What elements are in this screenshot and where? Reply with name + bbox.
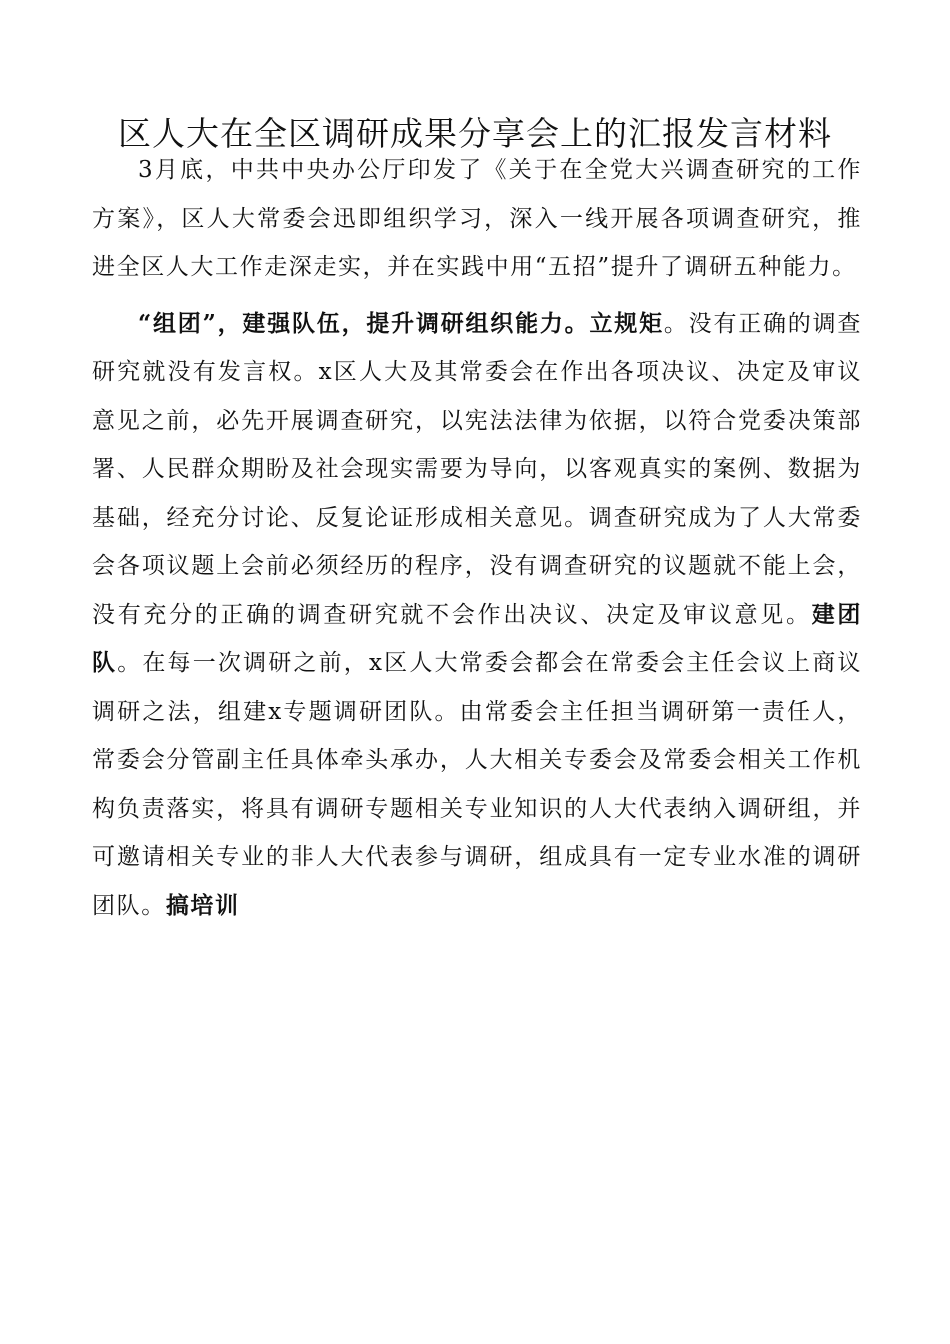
rules-text: 。没有正确的调查研究就没有发言权。x区人大及其常委会在作出各项决议、决定及审议意见之前，必先开展调查研究，以宪法法律为依据，以符合党委决策部署、人民群众期盼及社会现实需要为导向，以客观真实的案例、数据为基础，经充分讨论、反复论证形成相关意见。调查研究成为了人大常委会各项议题上会前必须经历的程序，没有调查研究的议题就不能上会，没有充分的正确的调查研究就不会作出决议、决定及审议意见。 (92, 310, 862, 628)
section-heading: “组团”，建强队伍，提升调研组织能力。 (138, 309, 590, 337)
document-body (92, 146, 862, 930)
subheading-rules: 立规矩 (589, 309, 664, 337)
document-title: 区人大在全区调研成果分享会上的汇报发言材料 (118, 114, 832, 153)
intro-paragraph: 3月底，中共中央办公厅印发了《关于在全党大兴调查研究的工作方案》，区人大常委会迅即组织学习，深入一线开展各项调查研究，推进全区人大工作走深走实，并在实践中用“五招”提升了调研五种能力。 (92, 157, 862, 280)
subheading-training: 搞培训 (165, 891, 240, 919)
subheading-team: 建团队 (92, 600, 862, 676)
team-text: 。在每一次调研之前，x区人大常委会都会在常委会主任会议上商议调研之法，组建x专题调研团队。由常委会主任担当调研第一责任人，常委会分管副主任具体牵头承办，人大相关专委会及常委会相关工作机构负责落实，将具有调研专题相关专业知识的人大代表纳入调研组，并可邀请相关专业的非人大代表参与调研，组成具有一定专业水准的调研团队。 (92, 650, 862, 919)
section-paragraph (92, 300, 862, 931)
